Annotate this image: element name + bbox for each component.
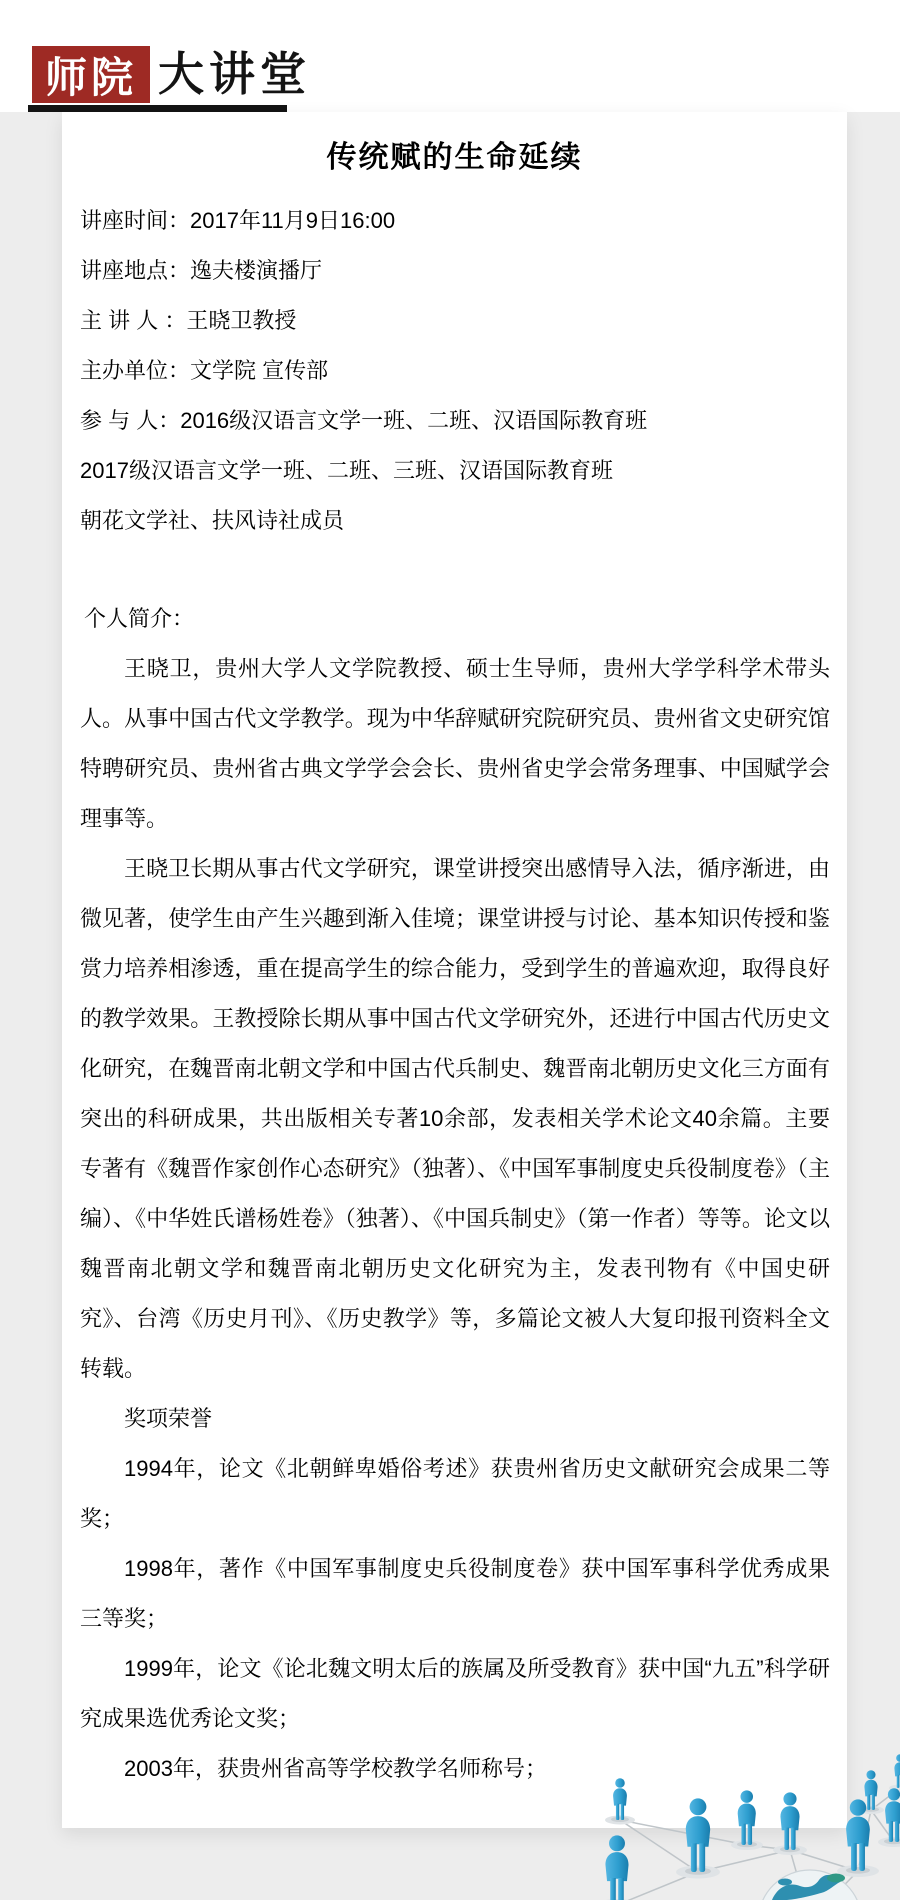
info-line-participants-2: 2017级汉语言文学一班、二班、三班、汉语国际教育班 bbox=[80, 458, 613, 483]
info-line-speaker: 主 讲 人 ：王晓卫教授 bbox=[80, 308, 297, 333]
logo-badge bbox=[32, 46, 150, 103]
person-figure-icon bbox=[780, 1792, 799, 1850]
award-item: 1994年，论文《北朝鲜卑婚俗考述》获贵州省历史文献研究会成果二等奖； bbox=[80, 1456, 830, 1531]
info-line-participants: 参 与 人：2016级汉语言文学一班、二班、汉语国际教育班 bbox=[80, 408, 648, 433]
content-card bbox=[62, 112, 847, 1828]
info-line-participants-3: 朝花文学社、扶风诗社成员 bbox=[80, 508, 345, 533]
award-item: 1998年，著作《中国军事制度史兵役制度卷》获中国军事科学优秀成果三等奖； bbox=[80, 1556, 830, 1631]
award-item: 1999年，论文《论北魏文明太后的族属及所受教育》获中国“九五”科学研究成果选优秀论文奖； bbox=[80, 1656, 830, 1731]
person-figure-icon bbox=[864, 1770, 877, 1810]
lecture-info-block bbox=[80, 196, 830, 546]
network-people-graphic bbox=[480, 1670, 900, 1900]
info-line-organizer: 主办单位：文学院 宣传部 bbox=[80, 358, 329, 383]
logo-badge-text: 师院 bbox=[44, 55, 137, 102]
profile-section bbox=[80, 594, 830, 1794]
awards-heading: 奖项荣誉 bbox=[124, 1406, 213, 1431]
bio-paragraph: 王晓卫，贵州大学人文学院教授、硕士生导师，贵州大学学科学术带头人。从事中国古代文学教学。现为中华辞赋研究院研究员、贵州省文史研究馆特聘研究员、贵州省古典文学学会会长、贵州省史学会常务理事、中国赋学会理事等。 bbox=[80, 656, 830, 831]
award-item: 2003年，获贵州省高等学校教学名师称号； bbox=[124, 1756, 547, 1781]
person-figure-icon bbox=[894, 1754, 900, 1788]
person-figure-icon bbox=[613, 1778, 627, 1820]
info-line-time: 讲座时间：2017年11月9日16:00 bbox=[80, 208, 396, 233]
page-title: 传统赋的生命延续 bbox=[326, 141, 583, 174]
info-line-place: 讲座地点：逸夫楼演播厅 bbox=[80, 258, 323, 283]
logo-suffix-text: 大讲堂 bbox=[158, 49, 311, 100]
person-figure-icon bbox=[605, 1835, 628, 1900]
person-figure-icon bbox=[686, 1798, 710, 1872]
header-band bbox=[0, 0, 900, 112]
person-figure-icon bbox=[738, 1790, 756, 1845]
bio-paragraph: 王晓卫长期从事古代文学研究，课堂讲授突出感情导入法，循序渐进，由微见著，使学生由产生兴趣到渐入佳境；课堂讲授与讨论、基本知识传授和鉴赏力培养相渗透，重在提高学生的综合能力，受到学生的普遍欢迎，取得良好的教学效果。王教授除长期从事中国古代文学研究外，还进行中国古代历史文化研究，在魏晋南北朝文学和中国古代兵制史、魏晋南北朝历史文化三方面有突出的科研成果，共出版相关专著10余部，发表相关学术论文40余篇。主要专著有《魏晋作家创作心态研究》（独著）、《中国军事制度史兵役制度卷》（主编）、《中华姓氏谱杨姓卷》（独著）、《中国兵制史》（第一作者）等等。论文以魏晋南北朝文学和魏晋南北朝历史文化研究为主，发表刊物有《中国史研究》、台湾《历史月刊》、《历史教学》等，多篇论文被人大复印报刊资料全文转载。 bbox=[80, 856, 830, 1381]
logo-underline bbox=[28, 105, 287, 112]
profile-heading: 个人简介： bbox=[84, 606, 195, 631]
